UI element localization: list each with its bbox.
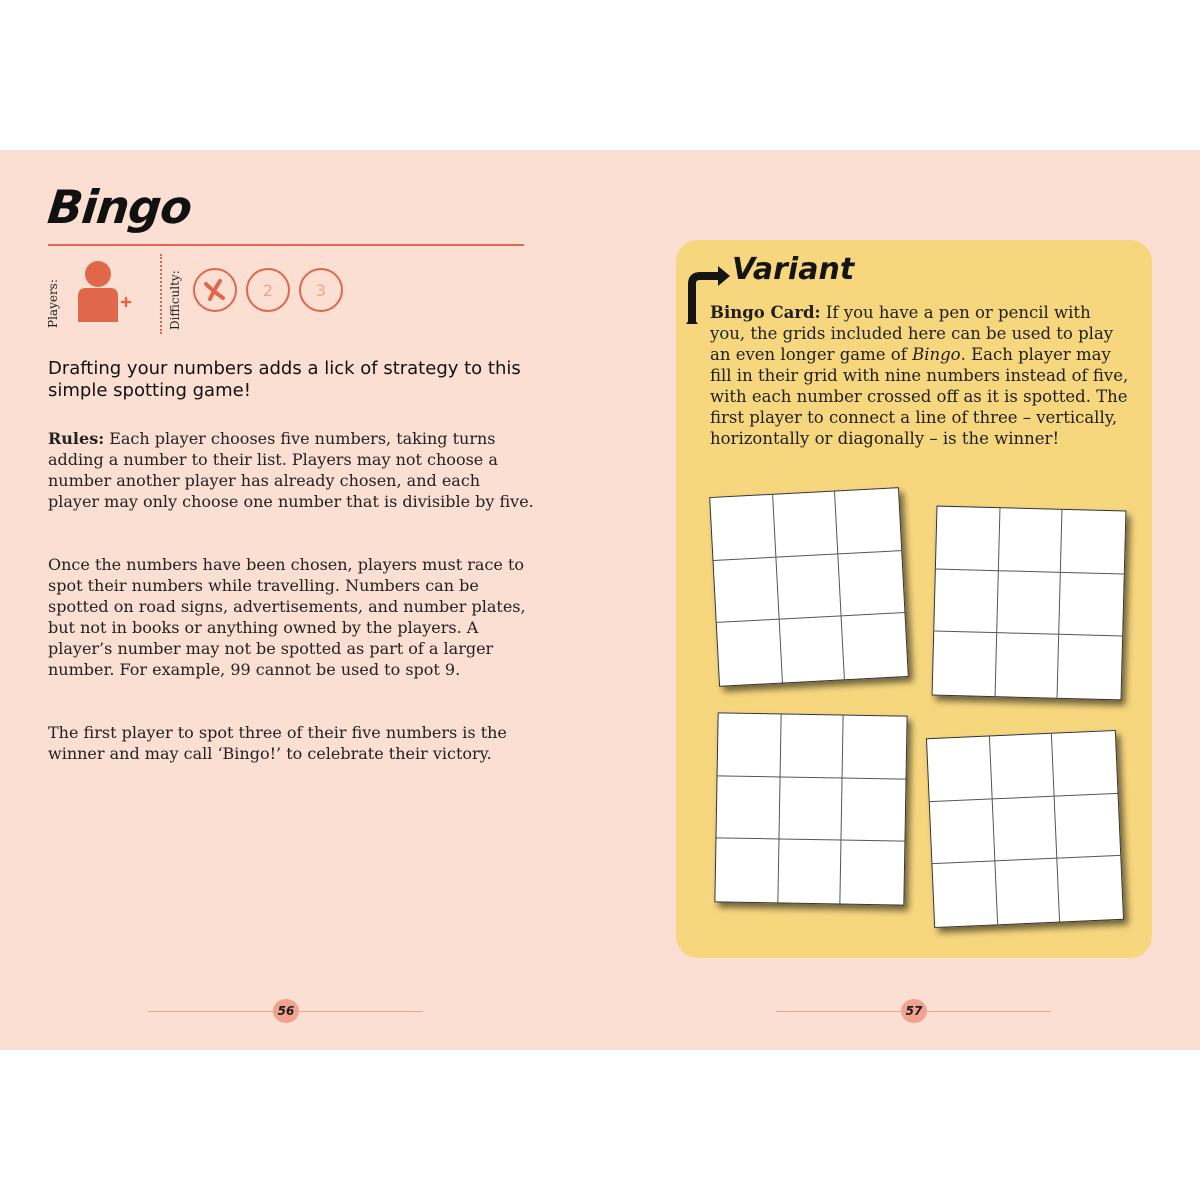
winner-paragraph: The first player to spot three of their five numbers is the winner and may call ‘Bingo!’ to celebrate their victory.	[48, 723, 507, 763]
bingo-grid[interactable]	[714, 712, 907, 905]
variant-text-part-2: . Each player may fill in their grid with nine numbers instead of five, with each number crossed off as it is spotted. The first player to connect a line of three – vertically, horizontally or diagonally – is the winner!	[710, 345, 1129, 448]
grid-cell[interactable]	[1058, 635, 1122, 699]
grid-cell[interactable]	[998, 508, 1062, 572]
rules-paragraph	[48, 428, 536, 512]
bingo-grid[interactable]	[932, 506, 1127, 701]
rules-text: Each player chooses five numbers, taking turns adding a number to their list. Players may not choose a number another player has already chosen, and each player may only choose one number that is divisible by five.	[48, 429, 534, 511]
grid-cell[interactable]	[842, 778, 906, 842]
grid-cell[interactable]	[710, 495, 776, 561]
grid-cell[interactable]	[990, 734, 1055, 799]
page-number: 57	[901, 999, 927, 1023]
page-title: Bingo	[45, 180, 194, 234]
grid-cell[interactable]	[778, 840, 842, 904]
meta-divider	[160, 254, 162, 334]
variant-title: Variant	[732, 252, 855, 287]
grid-cell[interactable]	[779, 617, 845, 683]
grid-cell[interactable]	[839, 551, 905, 617]
grid-cell[interactable]	[930, 799, 995, 864]
grid-cell[interactable]	[841, 841, 905, 905]
page-number: 56	[273, 999, 299, 1023]
grid-cell[interactable]	[776, 554, 842, 620]
variant-text-emphasis: Bingo	[912, 345, 961, 364]
grid-cell[interactable]	[842, 613, 908, 679]
race-paragraph: Once the numbers have been chosen, players must race to spot their numbers while travelling. Numbers can be spotted on road signs, advertisements, and number plates, but not in books or anything owned by the players. A player’s number may not be spotted as part of a larger number. For example, 99 cannot be used to spot 9.	[48, 555, 526, 679]
grid-cell[interactable]	[716, 776, 780, 840]
grid-cell[interactable]	[843, 716, 907, 780]
grid-cell[interactable]	[835, 488, 901, 554]
grid-cell[interactable]	[995, 859, 1060, 924]
difficulty-level-3: 3	[299, 268, 343, 312]
bingo-grid[interactable]	[926, 730, 1124, 928]
grid-cell[interactable]	[927, 736, 992, 801]
variant-text-part-1: If you have a pen or pencil with you, the grids included here can be used to play an even longer game of	[710, 303, 1114, 364]
grid-cell[interactable]	[997, 571, 1061, 635]
grid-cell[interactable]	[932, 862, 997, 927]
rules-label: Rules:	[48, 429, 105, 448]
grid-cell[interactable]	[934, 569, 998, 633]
grid-cell[interactable]	[936, 507, 1000, 571]
game-meta	[40, 252, 440, 338]
grid-cell[interactable]	[995, 633, 1059, 697]
grid-cell[interactable]	[779, 777, 843, 841]
variant-box	[676, 240, 1152, 958]
grid-cell[interactable]	[713, 557, 779, 623]
variant-text	[710, 302, 1130, 449]
grid-cell[interactable]	[1055, 794, 1120, 859]
grid-cell[interactable]	[717, 620, 783, 686]
bingo-card-label: Bingo Card:	[710, 303, 821, 322]
difficulty-level-2: 2	[246, 268, 290, 312]
grid-cell[interactable]	[1052, 731, 1117, 796]
grid-cell[interactable]	[780, 714, 844, 778]
player-plus-icon	[72, 260, 134, 328]
lead-text: Drafting your numbers adds a lick of strategy to this simple spotting game!	[48, 358, 521, 401]
title-rule	[48, 244, 524, 246]
grid-cell[interactable]	[773, 491, 839, 557]
book-spread	[0, 150, 1200, 1050]
grid-cell[interactable]	[933, 632, 997, 696]
difficulty-label: Difficulty:	[168, 270, 182, 330]
bingo-grid[interactable]	[709, 487, 909, 687]
grid-cell[interactable]	[715, 839, 779, 903]
grid-cell[interactable]	[718, 713, 782, 777]
difficulty-level-1-selected	[193, 268, 237, 312]
grid-cell[interactable]	[1058, 856, 1123, 921]
difficulty-check-icon	[201, 276, 229, 304]
grid-cell[interactable]	[1061, 510, 1125, 574]
players-label: Players:	[46, 279, 60, 328]
grid-cell[interactable]	[992, 796, 1057, 861]
grid-cell[interactable]	[1059, 572, 1123, 636]
right-page	[600, 150, 1200, 1050]
left-page	[0, 150, 600, 1050]
